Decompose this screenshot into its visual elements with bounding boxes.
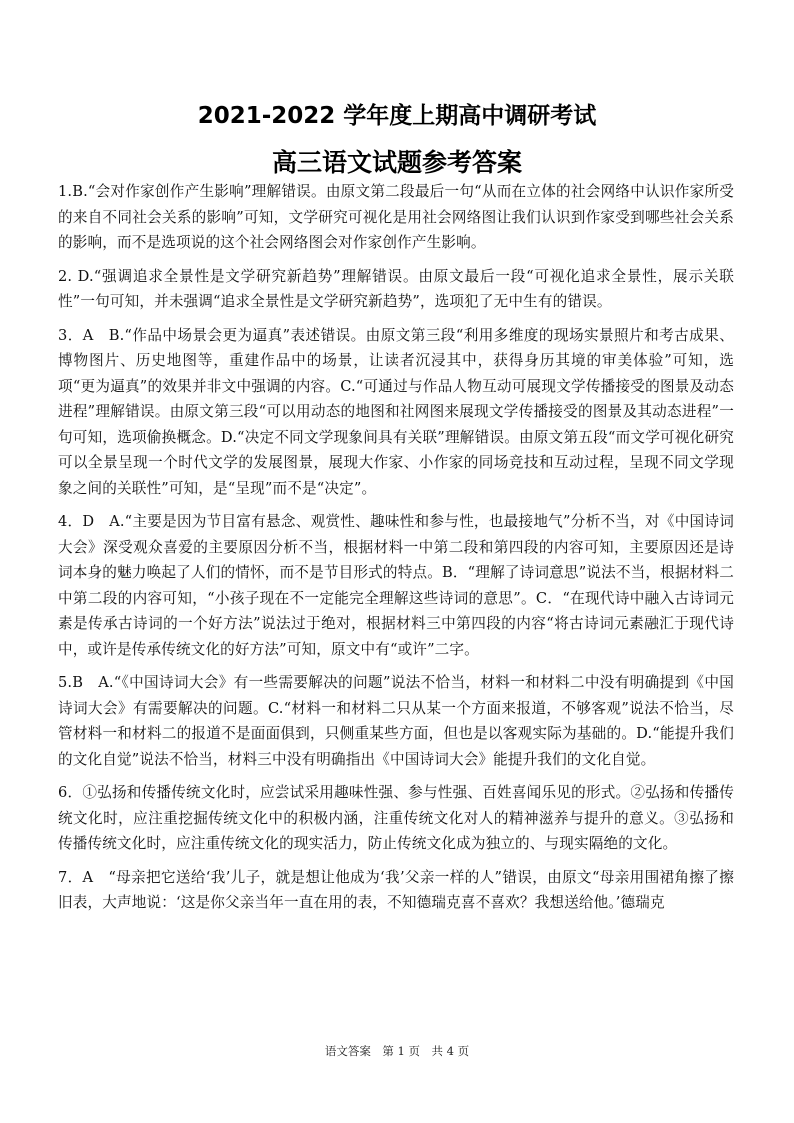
answer-item-6: 6．①弘扬和传播传统文化时，应尝试采用趣味性强、参与性强、百姓喜闻乐见的形式。②弘扬和传播传统文化时，应注重挖掘传统文化中的积极内涵，注重传统文化对人的精神滋养与提升的意义。③弘扬和传播传统文化时，应注重传统文化的现实活力，防止传统文化成为独立的、与现实隔绝的文化。 xyxy=(58,784,734,852)
answer-item-7: 7．A “母亲把它送给‘我’儿子，就是想让他成为‘我’父亲一样的人”错误，由原文“母亲用围裙角擦了擦旧表，大声地说：‘这是你父亲当年一直在用的表，不知德瑞克喜不喜欢？我想送给他。’德瑞克 xyxy=(58,868,734,911)
answer-item-2: 2. D.“强调追求全景性是文学研究新趋势”理解错误。由原文最后一段“可视化追求全景性，展示关联性”一句可知，并未强调“追求全景性是文学研究新趋势”，选项犯了无中生有的错误。 xyxy=(58,267,734,310)
answer-item-3: 3．A B.“作品中场景会更为逼真”表述错误。由原文第三段“利用多维度的现场实景照片和考古成果、博物图片、历史地图等，重建作品中的场景，让读者沉浸其中，获得身历其境的审美体验”可知，选项“更为逼真”的效果并非文中强调的内容。C.“可通过与作品人物互动可展现文学传播接受的图景及动态进程”理解错误。由原文第三段“可以用动态的地图和社网图来展现文学传播接受的图景及其动态进程”一句可知，选项偷换概念。D.“决定不同文学现象间具有关联”理解错误。由原文第五段“而文学可视化研究可以全景呈现一个时代文学的发展图景，展现大作家、小作家的同场竞技和互动过程，呈现不同文学现象之间的关联性”可知，是“呈现”而不是“决定”。 xyxy=(58,326,734,497)
answer-item-4: 4．D A.“主要是因为节目富有悬念、观赏性、趣味性和参与性，也最接地气”分析不当，对《中国诗词大会》深受观众喜爱的主要原因分析不当，根据材料一中第二段和第四段的内容可知，主要原因还是诗词本身的魅力唤起了人们的情怀，而不是节目形式的特点。B．“理解了诗词意思”说法不当，根据材料二中第二段的内容可知，“小孩子现在不一定能完全理解这些诗词的意思”。C．“在现代诗中融入古诗词元素是传承古诗词的一个好方法”说法过于绝对，根据材料三中第四段的内容“将古诗词元素融汇于现代诗中，或许是传承传统文化的好方法”可知，原文中有“或许”二字。 xyxy=(58,513,734,658)
answer-item-1: 1.B.“会对作家创作产生影响”理解错误。由原文第二段最后一句“从而在立体的社会网络中认识作家所受的来自不同社会关系的影响”可知，文学研究可视化是用社会网络图让我们认识到作家受到哪些社会关系的影响，而不是选项说的这个社会网络图会对作家创作产生影响。 xyxy=(58,183,734,251)
document-subtitle: 高三语文试题参考答案 xyxy=(271,148,522,177)
answer-item-5: 5.B A.“《中国诗词大会》有一些需要解决的问题”说法不恰当，材料一和材料二中没有明确提到《中国诗词大会》有需要解决的问题。C.“材料一和材料二只从某一个方面来报道，不够客观”说法不恰当，尽管材料一和材料二的报道不是面面俱到，只侧重某些方面，但也是以客观实际为基础的。D.“能提升我们的文化自觉”说法不恰当，材料三中没有明确指出《中国诗词大会》能提升我们的文化自觉。 xyxy=(58,674,734,768)
answer-list xyxy=(58,179,734,924)
document-title: 2021-2022 学年度上期高中调研考试 xyxy=(197,103,597,129)
page-footer: 语文答案 第 1 页 共 4 页 xyxy=(324,1044,470,1058)
